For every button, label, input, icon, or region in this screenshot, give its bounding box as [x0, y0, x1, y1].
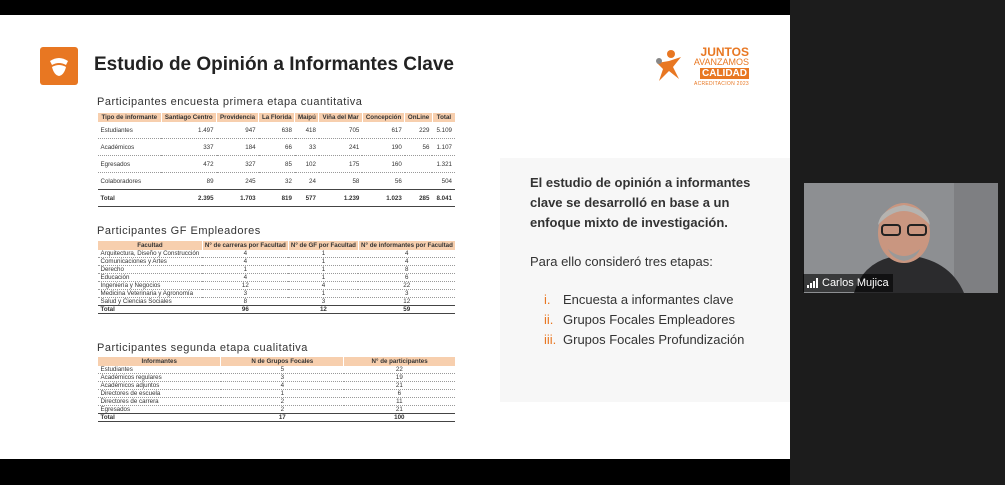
table-cell: Estudiantes: [98, 122, 162, 139]
table-cell: 617: [362, 122, 404, 139]
table-cell: 1.107: [432, 139, 455, 156]
table-cell: Ingeniería y Negocios: [98, 282, 203, 290]
table-cell: 638: [259, 122, 295, 139]
table-cell: 4: [202, 258, 288, 266]
stage-numeral: ii.: [544, 312, 554, 327]
total-cell: 285: [405, 190, 433, 207]
table-cell: [405, 156, 433, 173]
table-cell: Educación: [98, 274, 203, 282]
column-header: Total: [432, 113, 455, 122]
column-header: Providencia: [217, 113, 259, 122]
table-cell: 184: [217, 139, 259, 156]
table-cell: 160: [362, 156, 404, 173]
table-cell: 245: [217, 173, 259, 190]
table3-title: Participantes segunda etapa cualitativa: [97, 342, 308, 354]
column-header: Concepción: [362, 113, 404, 122]
column-header: Facultad: [98, 241, 203, 250]
table-cell: Comunicaciones y Artes: [98, 258, 203, 266]
list-item: [544, 292, 744, 312]
column-header: N° de carreras por Facultad: [202, 241, 288, 250]
table-cell: 4: [358, 258, 455, 266]
table1-title: Participantes encuesta primera etapa cuantitativa: [97, 96, 363, 108]
list-item: [544, 332, 744, 352]
brand-line4: ACREDITACION 2023: [693, 81, 749, 87]
table-cell: 5.109: [432, 122, 455, 139]
table-cell: 11: [344, 398, 455, 406]
total-cell: 17: [221, 414, 344, 422]
brand-line3: CALIDAD: [702, 68, 747, 79]
table-cell: 504: [432, 173, 455, 190]
table-cell: 1: [288, 258, 358, 266]
total-cell: 1.023: [362, 190, 404, 207]
table-cell: 102: [295, 156, 319, 173]
summary-panel: [500, 158, 790, 402]
table-cell: 327: [217, 156, 259, 173]
table-cell: 418: [295, 122, 319, 139]
brand-logo: [653, 47, 753, 89]
stage-list: [544, 292, 744, 352]
column-header: Informantes: [98, 357, 221, 366]
table-cell: 3: [358, 290, 455, 298]
total-cell: Total: [98, 414, 221, 422]
column-header: N° de participantes: [344, 357, 455, 366]
total-cell: 1.703: [217, 190, 259, 207]
total-cell: 12: [288, 306, 358, 314]
column-header: Maipú: [295, 113, 319, 122]
table-row: [98, 122, 456, 139]
table-cell: 22: [344, 366, 455, 374]
column-header: La Florida: [259, 113, 295, 122]
table-header-row: [98, 113, 456, 122]
total-row: [98, 190, 456, 207]
table-cell: 190: [362, 139, 404, 156]
table-cell: 1: [202, 266, 288, 274]
table-cell: 4: [202, 250, 288, 258]
table-cell: 1: [288, 274, 358, 282]
table-cell: 4: [358, 250, 455, 258]
logo-icon: [46, 53, 72, 79]
table-cell: 1: [221, 390, 344, 398]
table-cell: 85: [259, 156, 295, 173]
table-cell: 947: [217, 122, 259, 139]
participant-name: Carlos Mujica: [822, 277, 889, 289]
table-cell: 8: [358, 266, 455, 274]
table-row: [98, 266, 456, 274]
total-row: [98, 414, 456, 422]
table-cell: 472: [161, 156, 216, 173]
table-cell: 6: [358, 274, 455, 282]
people-icon: [653, 49, 685, 85]
table-cell: 337: [161, 139, 216, 156]
table-cell: 229: [405, 122, 433, 139]
table-cell: Académicos regulares: [98, 374, 221, 382]
brand-line1: JUNTOS: [700, 45, 749, 59]
table-cell: 66: [259, 139, 295, 156]
total-cell: 2.395: [161, 190, 216, 207]
table-cell: Académicos adjuntos: [98, 382, 221, 390]
table-cell: Directores de escuela: [98, 390, 221, 398]
participant-name-tag: [803, 274, 893, 292]
table-row: [98, 156, 456, 173]
total-cell: 819: [259, 190, 295, 207]
table-cell: Estudiantes: [98, 366, 221, 374]
table-row: [98, 274, 456, 282]
table-cell: Arquitectura, Diseño y Construcción: [98, 250, 203, 258]
table-row: [98, 139, 456, 156]
total-row: [98, 306, 456, 314]
table-cell: 3: [221, 374, 344, 382]
table-cell: 8: [202, 298, 288, 306]
table-row: [98, 250, 456, 258]
table-cell: 33: [295, 139, 319, 156]
total-cell: 577: [295, 190, 319, 207]
table-cell: [405, 173, 433, 190]
table-cell: 58: [319, 173, 362, 190]
table-cell: 3: [202, 290, 288, 298]
total-cell: 1.239: [319, 190, 362, 207]
table-cell: 175: [319, 156, 362, 173]
stages-intro: Para ello consideró tres etapas:: [530, 254, 713, 269]
table-row: [98, 173, 456, 190]
column-header: N de Grupos Focales: [221, 357, 344, 366]
table-cell: 12: [358, 298, 455, 306]
table-cell: 21: [344, 406, 455, 414]
table-cell: 56: [405, 139, 433, 156]
table-cell: 21: [344, 382, 455, 390]
table-cell: 2: [221, 406, 344, 414]
column-header: Santiago Centro: [161, 113, 216, 122]
table-cell: 3: [288, 298, 358, 306]
slide-title: Estudio de Opinión a Informantes Clave: [94, 54, 454, 75]
table-cell: Derecho: [98, 266, 203, 274]
table-cell: 32: [259, 173, 295, 190]
table-row: [98, 406, 456, 414]
table-cell: 1.497: [161, 122, 216, 139]
table-cell: 4: [202, 274, 288, 282]
stage-numeral: i.: [544, 292, 551, 307]
list-item: [544, 312, 744, 332]
table-row: [98, 398, 456, 406]
table-cell: 56: [362, 173, 404, 190]
table-row: [98, 282, 456, 290]
table-cell: 4: [221, 382, 344, 390]
stage-label: Grupos Focales Profundización: [563, 332, 745, 347]
stage-label: Encuesta a informantes clave: [563, 292, 734, 307]
table-cell: 4: [288, 282, 358, 290]
stage-label: Grupos Focales Empleadores: [563, 312, 735, 327]
intro-text: El estudio de opinión a informantes clave se desarrolló en base a un enfoque mixto de investigación.: [530, 175, 751, 230]
table-cell: 241: [319, 139, 362, 156]
table-row: [98, 290, 456, 298]
table-cell: 22: [358, 282, 455, 290]
table-cell: 1: [288, 250, 358, 258]
table-cell: 1: [288, 266, 358, 274]
table-cell: Medicina Veterinaria y Agronomía: [98, 290, 203, 298]
table2-title: Participantes GF Empleadores: [97, 225, 261, 237]
column-header: OnLine: [405, 113, 433, 122]
table-header-row: [98, 241, 456, 250]
table-row: [98, 390, 456, 398]
table-cell: 6: [344, 390, 455, 398]
brand-line2: AVANZAMOS: [693, 57, 749, 67]
table-cell: 24: [295, 173, 319, 190]
table-cell: Egresados: [98, 156, 162, 173]
stage-numeral: iii.: [544, 332, 557, 347]
column-header: Viña del Mar: [319, 113, 362, 122]
table-header-row: [98, 357, 456, 366]
table-second-stage: [97, 357, 455, 422]
table-cell: Directores de carrera: [98, 398, 221, 406]
table-cell: 19: [344, 374, 455, 382]
table-cell: 12: [202, 282, 288, 290]
column-header: N° de GF por Facultad: [288, 241, 358, 250]
table-cell: Colaboradores: [98, 173, 162, 190]
table-row: [98, 298, 456, 306]
total-cell: Total: [98, 190, 162, 207]
total-cell: Total: [98, 306, 203, 314]
table-row: [98, 382, 456, 390]
table-row: [98, 366, 456, 374]
column-header: Tipo de informante: [98, 113, 162, 122]
table-gf-employers: [97, 241, 455, 314]
table-cell: 705: [319, 122, 362, 139]
table-cell: Egresados: [98, 406, 221, 414]
total-cell: 59: [358, 306, 455, 314]
table-cell: Académicos: [98, 139, 162, 156]
table-cell: 5: [221, 366, 344, 374]
institution-logo: [40, 47, 78, 85]
table-cell: 1: [288, 290, 358, 298]
table-row: [98, 258, 456, 266]
table-first-stage: [97, 113, 455, 207]
table-cell: 1.321: [432, 156, 455, 173]
signal-icon: [807, 278, 818, 288]
total-cell: 8.041: [432, 190, 455, 207]
total-cell: 100: [344, 414, 455, 422]
table-cell: 2: [221, 398, 344, 406]
total-cell: 96: [202, 306, 288, 314]
table-cell: 89: [161, 173, 216, 190]
table-row: [98, 374, 456, 382]
column-header: N° de informantes por Facultad: [358, 241, 455, 250]
table-cell: Salud y Ciencias Sociales: [98, 298, 203, 306]
